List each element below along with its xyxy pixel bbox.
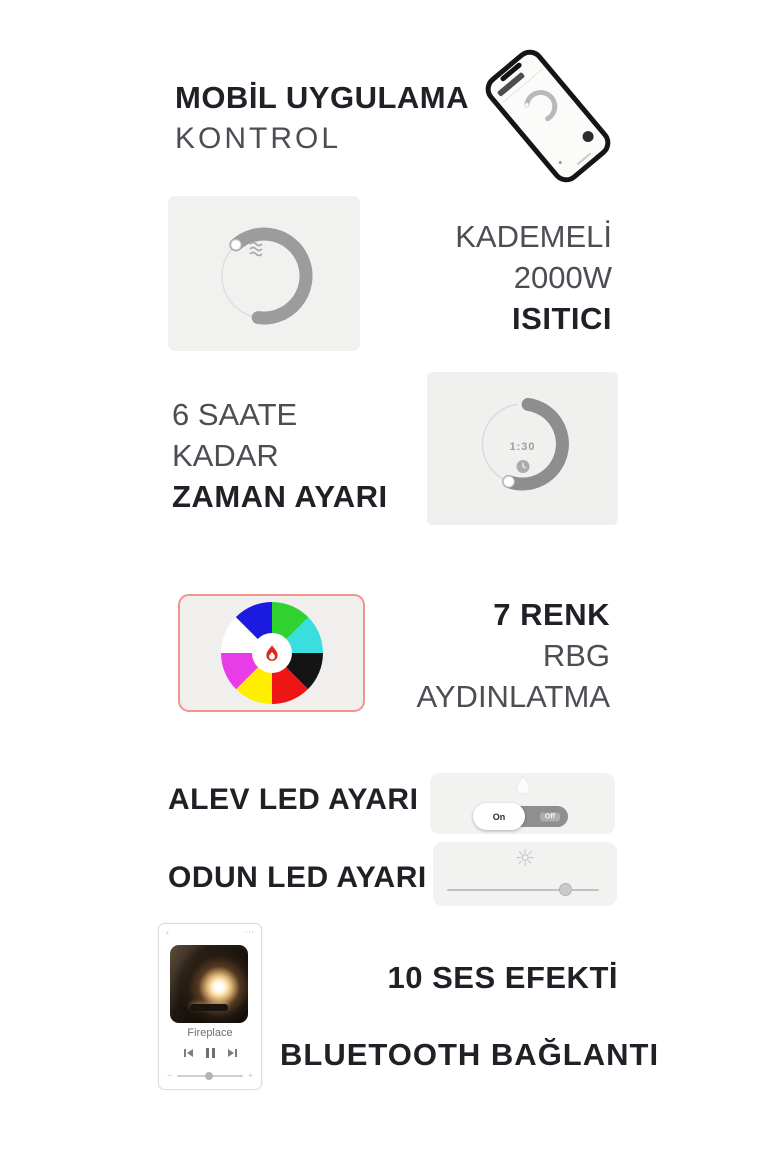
- timer-value: 1:30: [509, 441, 536, 453]
- toggle-off-label: Off: [540, 812, 560, 821]
- heater-feature-text: [455, 216, 612, 339]
- phone-illustration: [468, 48, 618, 180]
- menu-icon[interactable]: ⋯: [245, 927, 254, 937]
- wood-led-slider[interactable]: [447, 889, 599, 891]
- volume-row: [167, 1072, 253, 1080]
- phone-dot: [558, 160, 562, 164]
- timer-dial-knob[interactable]: [503, 476, 514, 487]
- toggle-on-label: On: [492, 811, 506, 822]
- timer-feature-text: [172, 394, 388, 517]
- clock-icon: [515, 459, 530, 474]
- flame-ghost-icon: [513, 775, 533, 795]
- pause-button[interactable]: [206, 1048, 215, 1058]
- timer-line-3: ZAMAN AYARI: [172, 479, 388, 514]
- wood-led-slider-handle[interactable]: [559, 883, 572, 896]
- rgb-line-3: AYDINLATMA: [416, 679, 610, 714]
- smartphone-icon: [480, 44, 617, 189]
- volume-slider[interactable]: [177, 1075, 244, 1077]
- flame-led-label: ALEV LED AYARI: [168, 783, 419, 816]
- flame-led-toggle[interactable]: [475, 806, 568, 827]
- bluetooth-label: BLUETOOTH BAĞLANTI: [280, 1037, 660, 1072]
- flame-icon: [263, 644, 281, 662]
- heat-waves-icon: [250, 243, 262, 256]
- previous-track-button[interactable]: [184, 1049, 193, 1057]
- track-title: Fireplace: [187, 1027, 233, 1039]
- heater-dial-card: [168, 196, 360, 351]
- sound-effects-label: 10 SES EFEKTİ: [387, 960, 618, 995]
- volume-min-icon: −: [167, 1071, 172, 1080]
- timer-dial-card: [427, 372, 618, 525]
- heater-dial-icon: [168, 196, 360, 351]
- page-subtitle: KONTROL: [175, 122, 342, 155]
- flame-led-card: [430, 773, 615, 834]
- page-title: MOBİL UYGULAMA: [175, 80, 470, 115]
- rgb-card: [178, 594, 365, 712]
- color-wheel-center: [252, 633, 292, 673]
- volume-max-icon: +: [248, 1071, 253, 1080]
- player-controls: [159, 1048, 261, 1058]
- timer-line-1: 6 SAATE: [172, 397, 298, 432]
- rgb-line-2: RBG: [542, 638, 610, 673]
- heater-dial-knob[interactable]: [231, 240, 241, 250]
- rgb-line-1: 7 RENK: [493, 597, 610, 632]
- brightness-sun-icon: ☼: [514, 846, 536, 872]
- rgb-color-wheel[interactable]: [221, 602, 323, 704]
- back-icon[interactable]: ‹: [166, 927, 169, 937]
- fireplace-logs: [190, 1004, 227, 1011]
- heater-line-3: ISITICI: [512, 301, 612, 336]
- album-art-fireplace: [170, 945, 248, 1023]
- phone-home-indicator: [576, 152, 591, 165]
- wood-led-label: ODUN LED AYARI: [168, 861, 427, 894]
- wood-led-card: [433, 842, 617, 906]
- heater-line-2: 2000W: [513, 260, 612, 295]
- player-volume-handle[interactable]: [205, 1072, 213, 1080]
- rgb-feature-text: [417, 594, 611, 717]
- phone-power-button-icon: [580, 129, 595, 144]
- music-player-card: [158, 923, 262, 1090]
- heater-line-1: KADEMELİ: [455, 219, 612, 254]
- next-track-button[interactable]: [228, 1049, 237, 1057]
- toggle-thumb[interactable]: [473, 803, 525, 830]
- timer-line-2: KADAR: [172, 438, 279, 473]
